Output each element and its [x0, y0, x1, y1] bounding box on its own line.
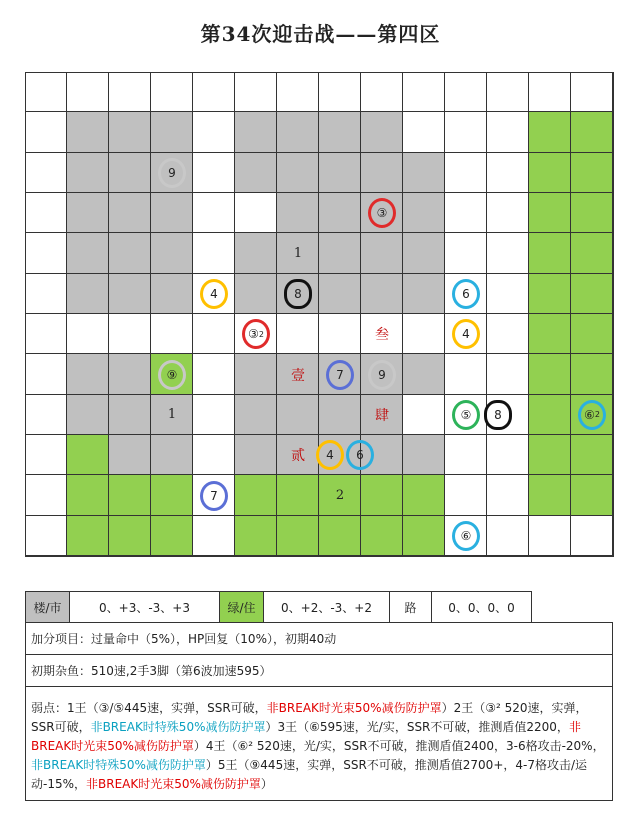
enemy-marker [200, 279, 228, 309]
enemy-marker [326, 360, 354, 390]
map-cell [25, 72, 67, 112]
terrain-legend [25, 591, 532, 623]
map-cell [67, 274, 109, 314]
map-cell [361, 153, 403, 193]
map-cell [487, 112, 529, 152]
map-cell [25, 354, 67, 394]
map-cell [277, 516, 319, 556]
map-cell [25, 395, 67, 435]
map-cell [403, 274, 445, 314]
map-cell [529, 274, 571, 314]
marker-label: 7 [336, 367, 344, 382]
map-cell [403, 435, 445, 475]
map-cell [151, 516, 193, 556]
map-cell [571, 72, 613, 112]
map-cell [25, 112, 67, 152]
map-cell [487, 233, 529, 273]
info-panel [25, 622, 613, 801]
map-cell [361, 475, 403, 515]
marker-label: 叁 [375, 327, 389, 344]
weak-shield-2: 非BREAK时特殊50%减伤防护罩 [90, 720, 266, 734]
map-cell [277, 153, 319, 193]
map-cell [529, 153, 571, 193]
enemy-marker [368, 198, 396, 228]
map-cell [361, 233, 403, 273]
map-cell [319, 193, 361, 233]
map-cell [67, 516, 109, 556]
marker-label: ③ [248, 327, 259, 342]
map-cell [277, 112, 319, 152]
map-cell [319, 112, 361, 152]
map-cell [571, 475, 613, 515]
map-cell [487, 475, 529, 515]
map-cell [25, 153, 67, 193]
map-cell [25, 314, 67, 354]
map-cell [109, 435, 151, 475]
marker-label: 6 [462, 286, 470, 301]
map-cell [487, 354, 529, 394]
map-cell [277, 193, 319, 233]
map-cell [571, 193, 613, 233]
map-cell [193, 233, 235, 273]
map-cell [193, 435, 235, 475]
weak-shield-5: 非BREAK时光束50%减伤防护罩 [86, 777, 261, 791]
map-cell [403, 395, 445, 435]
enemy-marker [158, 360, 186, 390]
map-cell [235, 153, 277, 193]
legend-road-swatch: 路 [390, 592, 432, 622]
map-cell [529, 395, 571, 435]
boss-zone-label [367, 322, 397, 346]
map-cell [277, 314, 319, 354]
map-cell [67, 354, 109, 394]
map-cell [403, 153, 445, 193]
map-cell [67, 112, 109, 152]
enemy-marker [242, 319, 270, 349]
map-cell [529, 475, 571, 515]
map-cell [529, 233, 571, 273]
map-cell [277, 475, 319, 515]
marker-label: 6 [356, 448, 364, 463]
map-cell [403, 193, 445, 233]
marker-superscript: 2 [258, 329, 264, 339]
boss-zone-label [367, 403, 397, 427]
marker-label: ③ [376, 206, 388, 221]
map-cell [25, 435, 67, 475]
marker-label: ⑨ [166, 367, 178, 382]
enemy-marker [158, 158, 186, 188]
map-cell [319, 516, 361, 556]
map-cell [445, 354, 487, 394]
map-cell [193, 153, 235, 193]
map-cell [403, 233, 445, 273]
marker-label: 肆 [375, 407, 389, 424]
legend-gray-value: 0、+3、-3、+3 [70, 592, 220, 622]
map-cell [151, 435, 193, 475]
map-cell [235, 193, 277, 233]
map-cell [67, 314, 109, 354]
map-cell [151, 72, 193, 112]
map-cell [571, 233, 613, 273]
map-cell [445, 475, 487, 515]
marker-label: 壹 [291, 367, 305, 384]
initial-mobs: 初期杂鱼：510速,2手3脚（第6波加速595） [26, 655, 612, 687]
enemy-marker [368, 360, 396, 390]
map-cell [67, 475, 109, 515]
map-cell [529, 112, 571, 152]
map-cell [403, 354, 445, 394]
marker-label: 4 [210, 286, 218, 301]
map-cell [571, 274, 613, 314]
map-cell [235, 395, 277, 435]
map-cell [25, 233, 67, 273]
map-cell [67, 153, 109, 193]
map-cell [571, 516, 613, 556]
map-cell [67, 435, 109, 475]
map-cell [109, 72, 151, 112]
map-cell [571, 314, 613, 354]
map-cell [487, 516, 529, 556]
legend-green-swatch: 绿/住 [220, 592, 264, 622]
weak-shield-4: 非BREAK时特殊50%减伤防护罩 [31, 758, 206, 772]
bonus-items: 加分项目：过量命中（5%），HP回复（10%），初期40动 [26, 623, 612, 655]
map-cell [319, 72, 361, 112]
marker-label: 4 [326, 448, 334, 463]
map-cell [193, 354, 235, 394]
marker-label: 9 [378, 367, 386, 382]
map-cell [235, 516, 277, 556]
marker-label: ⑥ [584, 407, 595, 422]
route-number [157, 403, 187, 427]
boss-zone-label [283, 443, 313, 467]
weak-shield-3: 非BREAK时光束50%减伤防护罩 [31, 720, 581, 753]
battle-map-grid [25, 72, 613, 556]
map-cell [151, 112, 193, 152]
map-cell [487, 435, 529, 475]
map-cell [109, 395, 151, 435]
route-number [325, 484, 355, 508]
map-cell [529, 435, 571, 475]
map-cell [25, 193, 67, 233]
map-cell [277, 72, 319, 112]
map-cell [151, 193, 193, 233]
map-cell [151, 475, 193, 515]
enemy-marker [284, 279, 312, 309]
map-cell [67, 193, 109, 233]
map-cell [487, 314, 529, 354]
map-cell [361, 112, 403, 152]
enemy-marker [200, 481, 228, 511]
map-cell [67, 233, 109, 273]
enemy-marker [452, 400, 480, 430]
map-cell [151, 233, 193, 273]
enemy-marker [452, 279, 480, 309]
marker-label: 4 [462, 327, 470, 342]
map-cell [109, 274, 151, 314]
map-cell [193, 72, 235, 112]
enemy-marker [452, 319, 480, 349]
map-cell [445, 72, 487, 112]
enemy-marker [578, 400, 606, 430]
weak-text-5: ）5王（⑨445速，实弹，SSR不可破，推测盾值2700+，4-7格攻击/运动-15%， [31, 758, 588, 791]
map-cell [109, 475, 151, 515]
map-cell [445, 193, 487, 233]
map-cell [361, 516, 403, 556]
map-cell [529, 314, 571, 354]
weak-text-3: ）3王（⑥595速，光/实，SSR不可破，推测盾值2200， [265, 720, 569, 734]
marker-label: 2 [335, 488, 345, 503]
map-cell [109, 354, 151, 394]
weak-shield-1: 非BREAK时光束50%减伤防护罩 [266, 701, 442, 715]
map-cell [319, 395, 361, 435]
map-cell [445, 112, 487, 152]
map-cell [235, 475, 277, 515]
map-cell [445, 435, 487, 475]
map-cell [445, 153, 487, 193]
map-cell [529, 516, 571, 556]
map-cell [109, 153, 151, 193]
map-cell [403, 112, 445, 152]
weak-text-1: 弱点：1王（③/⑤445速，实弹，SSR可破， [31, 701, 267, 715]
map-cell [571, 354, 613, 394]
legend-road-value: 0、0、0、0 [448, 600, 515, 615]
map-cell [403, 516, 445, 556]
map-cell [109, 112, 151, 152]
route-number [283, 242, 313, 266]
marker-label: 8 [294, 286, 302, 301]
marker-label: 8 [494, 407, 502, 422]
map-cell [235, 72, 277, 112]
boss-weakness [26, 687, 612, 801]
marker-label: 1 [293, 246, 303, 261]
map-cell [235, 112, 277, 152]
map-cell [151, 274, 193, 314]
map-cell [193, 314, 235, 354]
map-cell [529, 72, 571, 112]
map-cell [571, 112, 613, 152]
map-cell [319, 233, 361, 273]
map-cell [235, 233, 277, 273]
legend-gray-swatch: 楼/市 [26, 592, 70, 622]
marker-label: ⑥ [460, 528, 472, 543]
legend-green-value: 0、+2、-3、+2 [264, 592, 390, 622]
map-cell [319, 153, 361, 193]
map-cell [109, 193, 151, 233]
map-cell [109, 516, 151, 556]
weak-text-2: ）2王（③² 520速，实弹，SSR可破， [31, 701, 588, 734]
marker-label: 7 [210, 488, 218, 503]
map-cell [319, 314, 361, 354]
map-cell [277, 395, 319, 435]
map-cell [193, 516, 235, 556]
map-cell [571, 435, 613, 475]
map-cell [25, 475, 67, 515]
enemy-marker [452, 521, 480, 551]
weak-text-4: ）4王（⑥² 520速，光/实，SSR不可破，推测盾值2400，3-6格攻击-20%， [193, 739, 605, 753]
map-cell [109, 314, 151, 354]
map-cell [403, 72, 445, 112]
map-cell [529, 354, 571, 394]
map-cell [109, 233, 151, 273]
weak-text-6: ） [260, 777, 273, 791]
map-cell [571, 153, 613, 193]
map-cell [235, 274, 277, 314]
marker-superscript: 2 [594, 410, 600, 420]
map-cell [67, 72, 109, 112]
map-cell [361, 72, 403, 112]
map-cell [487, 193, 529, 233]
enemy-marker [484, 400, 512, 430]
enemy-marker [346, 440, 374, 470]
page-title: 第34次迎击战——第四区 [200, 22, 441, 46]
marker-label: 1 [167, 407, 177, 423]
map-cell [529, 193, 571, 233]
boss-zone-label [283, 363, 313, 387]
marker-label: 贰 [291, 448, 305, 465]
map-cell [319, 274, 361, 314]
map-cell [193, 193, 235, 233]
map-cell [193, 112, 235, 152]
map-cell [487, 72, 529, 112]
marker-label: 9 [168, 165, 176, 180]
map-cell [193, 395, 235, 435]
map-cell [151, 314, 193, 354]
enemy-marker [316, 440, 344, 470]
map-cell [403, 314, 445, 354]
map-cell [487, 153, 529, 193]
map-cell [487, 274, 529, 314]
map-cell [235, 435, 277, 475]
marker-label: ⑤ [460, 407, 472, 422]
map-cell [67, 395, 109, 435]
map-cell [25, 516, 67, 556]
map-cell [361, 274, 403, 314]
map-cell [25, 274, 67, 314]
map-cell [235, 354, 277, 394]
map-cell [445, 233, 487, 273]
map-cell [403, 475, 445, 515]
